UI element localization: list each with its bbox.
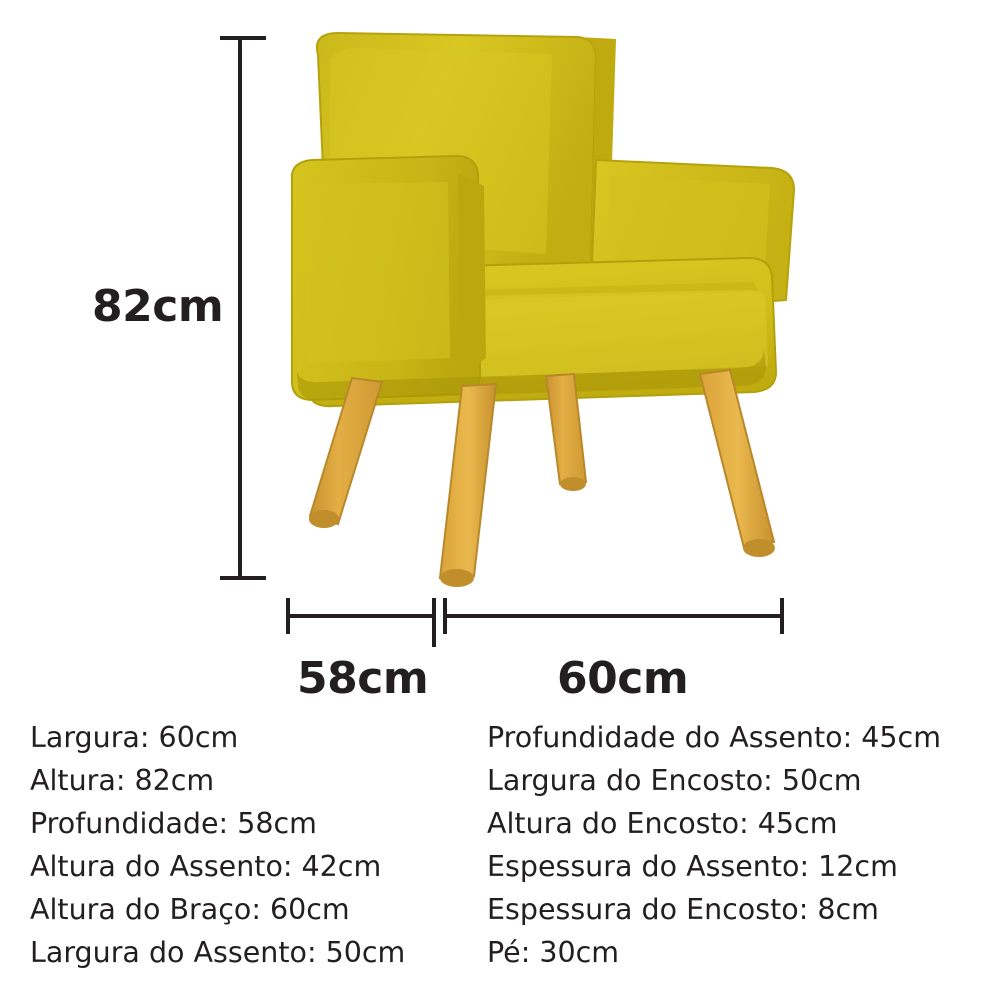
- chair-leg-front-right: [440, 384, 496, 578]
- chair-leg-back-right: [700, 370, 774, 548]
- seat-highlight: [474, 290, 768, 378]
- leg-foot-back-right: [743, 539, 775, 557]
- spec-item: Profundidade: 58cm: [30, 807, 317, 840]
- spec-item: Altura: 82cm: [30, 764, 215, 797]
- spec-item: Largura do Encosto: 50cm: [487, 764, 862, 797]
- specifications-list: [0, 716, 1000, 1000]
- arm-left-highlight: [306, 182, 450, 364]
- spec-item: Largura: 60cm: [30, 721, 239, 754]
- leg-foot-front-left: [309, 510, 339, 528]
- height-dimension-label: 82cm: [92, 281, 224, 332]
- leg-foot-front-right: [440, 569, 474, 587]
- spec-item: Pé: 30cm: [487, 936, 620, 969]
- spec-item: Espessura do Assento: 12cm: [487, 850, 898, 883]
- arm-left-inner: [458, 174, 486, 376]
- spec-item: Altura do Encosto: 45cm: [487, 807, 838, 840]
- depth-dimension-label: 58cm: [297, 653, 429, 704]
- armchair-body: [292, 33, 794, 587]
- spec-item: Largura do Assento: 50cm: [30, 936, 406, 969]
- specs-column-right: [445, 716, 1000, 1000]
- spec-item: Profundidade do Assento: 45cm: [487, 721, 941, 754]
- width-dimension-label: 60cm: [557, 653, 689, 704]
- specs-column-left: [0, 716, 445, 1000]
- leg-foot-back-left: [560, 477, 586, 491]
- spec-item: Espessura do Encosto: 8cm: [487, 893, 879, 926]
- spec-item: Altura do Braço: 60cm: [30, 893, 350, 926]
- spec-item: Altura do Assento: 42cm: [30, 850, 382, 883]
